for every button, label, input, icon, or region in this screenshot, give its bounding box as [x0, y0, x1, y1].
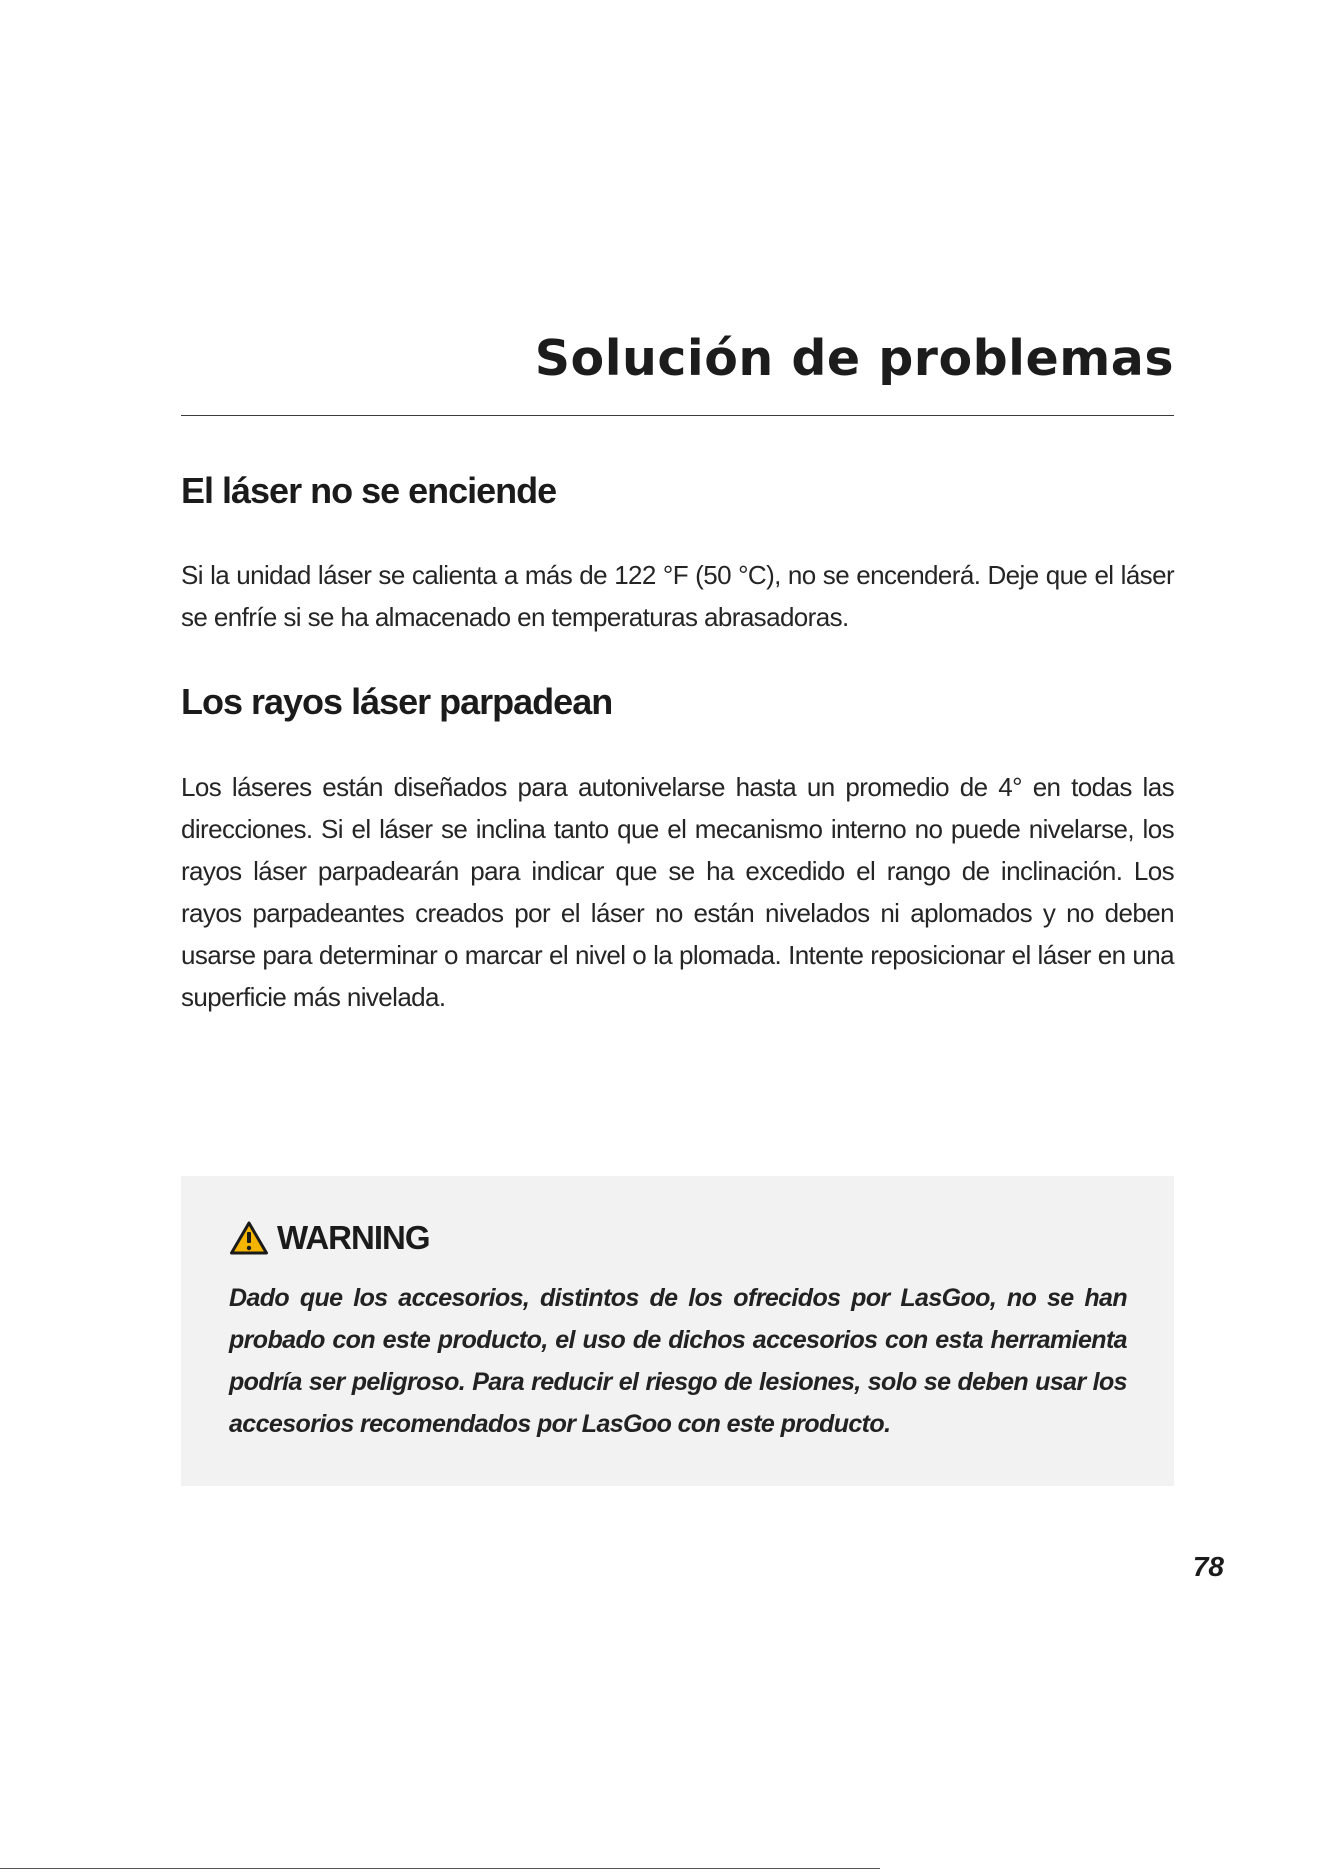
warning-title: WARNING — [277, 1219, 430, 1256]
section-body-laser-flashing: Los láseres están diseñados para autonivelarse hasta un promedio de 4° en todas las direcciones. Si el láser se inclina tanto que el mecanismo interno no puede nivelarse, los rayos láser parpadearán para indicar que se ha excedido el rango de inclinación. Los rayos parpadeantes creados por el láser no están nivelados ni aplomados y no deben usarse para determinar o marcar el nivel o la plomada. Intente reposicionar el láser en una superficie más nivelada. — [181, 772, 1174, 1012]
section-heading-laser-flashing: Los rayos láser parpadean — [181, 681, 613, 722]
warning-box — [181, 1176, 1174, 1486]
page-title: Solución de problemas — [534, 330, 1174, 387]
bottom-divider — [0, 1868, 880, 1869]
warning-header — [229, 1216, 430, 1260]
warning-text: Dado que los accesorios, distintos de los ofrecidos por LasGoo, no se han probado con este producto, el uso de dichos accesorios con esta herramienta podría ser peligroso. Para reducir el riesgo de lesiones, solo se deben usar los accesorios recomendados por LasGoo con este producto. — [229, 1284, 1127, 1438]
section-heading-laser-no-power: El láser no se enciende — [181, 470, 557, 511]
page-number: 78 — [1192, 1551, 1224, 1582]
warning-triangle-icon — [229, 1220, 269, 1256]
section-body-laser-no-power: Si la unidad láser se calienta a más de 122 °F (50 °C), no se encenderá. Deje que el láser se enfríe si se ha almacenado en temperaturas abrasadoras. — [181, 560, 1174, 632]
title-divider — [181, 415, 1174, 416]
